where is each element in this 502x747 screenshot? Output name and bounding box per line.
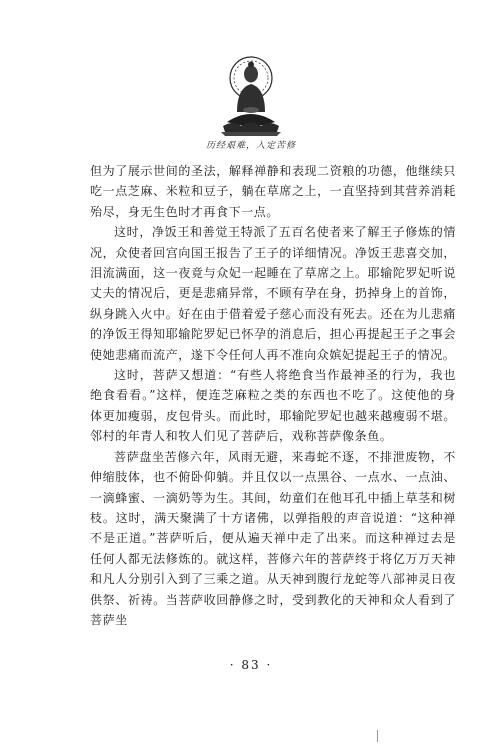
page-header bbox=[0, 52, 502, 151]
paragraph-1: 但为了展示世间的圣法，解释禅静和表现二资粮的功德，他继续只吃一点芝麻、米粒和豆子，躺在草席之上，一直坚持到其营养消耗殆尽，身无生色时才再食下一点。 bbox=[90, 164, 456, 219]
page-number: · 83 · bbox=[229, 658, 273, 672]
paragraph-2: 这时，净饭王和善觉王特派了五百名使者来了解王子修炼的情况，众使者回宫向国王报告了王子的详细情况。净饭王悲喜交加，泪流满面，这一夜竟与众妃一起睡在了草席之上。耶输陀罗妃听说丈夫的情况后，更是悲痛异常，不顾有孕在身，扔掉身上的首饰，纵身跳入火中。好在由于借着爱子慈心而没有死去。还在为儿悲痛的净饭王得知耶输陀罗妃已怀孕的消息后，担心再提起王子之事会使她悲痛而流产，遂下令任何人再不准向众嫔妃提起王子的情况。 bbox=[90, 225, 456, 362]
header-caption: 历经艰难，入定苦修 bbox=[205, 141, 296, 151]
body-text bbox=[90, 161, 456, 630]
scan-artifact-divider bbox=[377, 730, 378, 742]
paragraph-4: 菩萨盘坐苦修六年，风雨无避，来毒蛇不逐，不排泄废物，不伸缩肢体，也不俯卧仰躺。并且仅以一点黑谷、一点水、一点油、一滴蜂蜜、一滴奶等为生。其间，幼童们在他耳孔中插上草茎和树枝。这时，满天聚满了十方诸佛，以弹指般的声音说道：“这种禅不是正道。”菩萨听后，便从遍天禅中走了出来。而这种禅过去是任何人都无法修炼的。就这样，菩修六年的菩萨终于将亿万万天神和凡人分别引入到了三乘之道。从天神到腹行龙蛇等八部神灵日夜供祭、祈祷。当菩萨收回静修之时，受到教化的天神和众人看到了菩萨坐 bbox=[90, 449, 456, 627]
paragraph-3: 这时，菩萨又想道：“有些人将绝食当作最神圣的行为，我也绝食看看。”这样，便连芝麻粒之类的东西也不吃了。这使他的身体更加瘦弱，皮包骨头。而此时，耶输陀罗妃也越来越瘦弱不堪。邻村的年青人和牧人们见了菩萨后，戏称菩萨像条鱼。 bbox=[90, 368, 456, 444]
meditating-buddha-emblem-icon bbox=[215, 52, 287, 136]
